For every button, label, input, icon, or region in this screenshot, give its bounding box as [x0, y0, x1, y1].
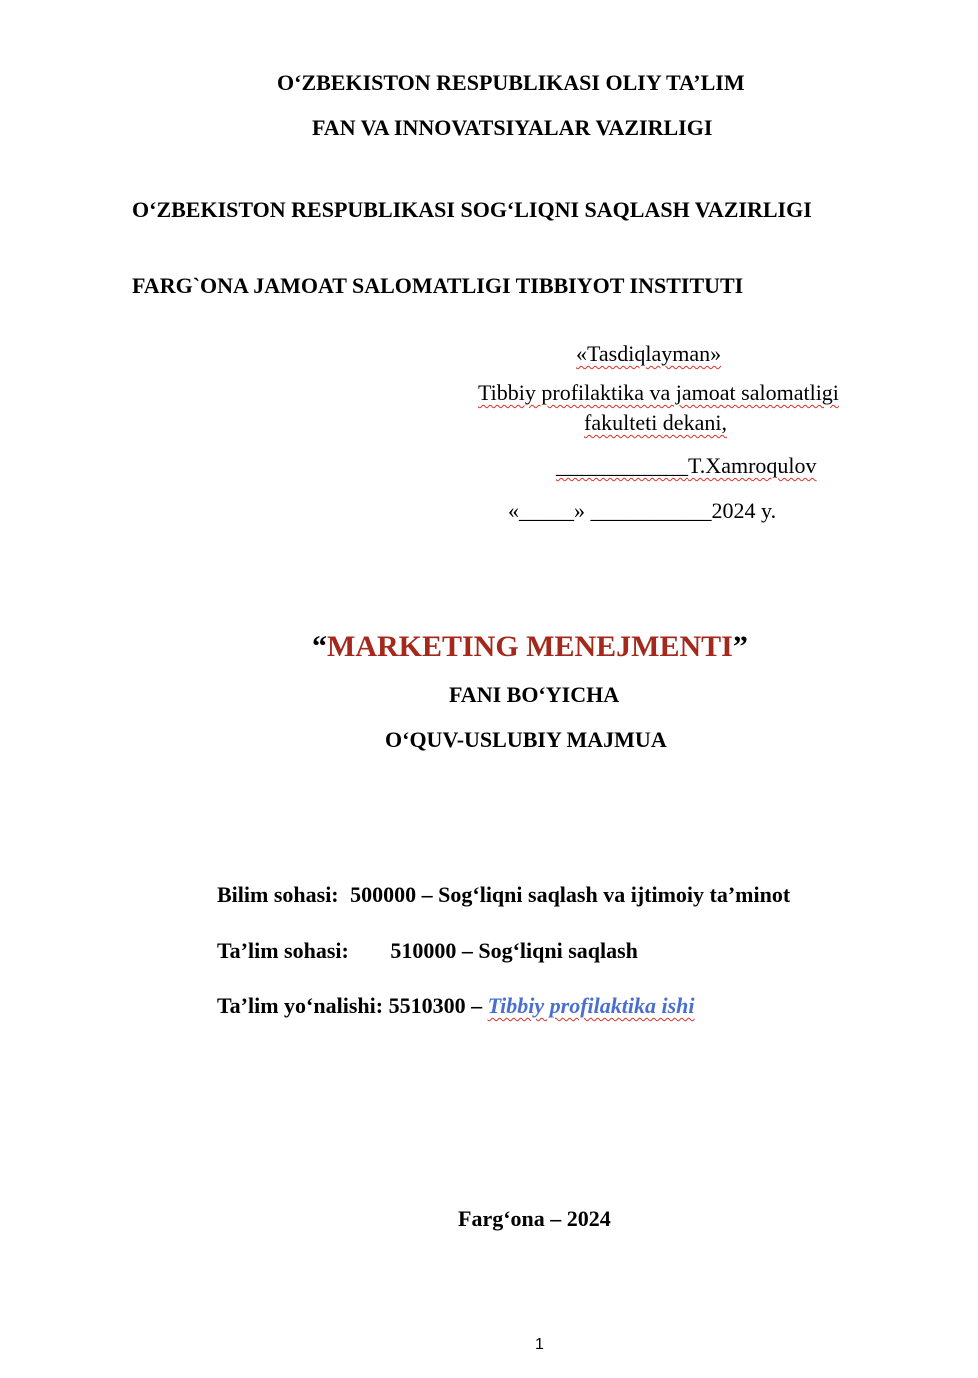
- bilim-value: 500000 – Sog‘liqni saqlash va ijtimoiy ta’minot: [350, 882, 791, 907]
- title-subtitle-1: FANI BO‘YICHA: [449, 682, 620, 707]
- field-bilim-sohasi: [217, 882, 790, 908]
- title-subtitle-2: O‘QUV-USLUBIY MAJMUA: [385, 727, 667, 752]
- talim-label: Ta’lim sohasi:: [217, 938, 349, 963]
- approval-date-line: «_____» ___________2024 y.: [508, 498, 777, 523]
- approval-heading: «Tasdiqlayman»: [576, 341, 722, 366]
- institute-name: FARG`ONA JAMOAT SALOMATLIGI TIBBIYOT INSTITUTI: [132, 273, 744, 298]
- signature-line: [556, 453, 817, 479]
- yonalish-value[interactable]: Tibbiy profilaktika ishi: [487, 993, 695, 1018]
- field-talim-yonalishi: [217, 993, 695, 1019]
- talim-value: 510000 – Sog‘liqni saqlash: [390, 938, 638, 963]
- quote-close: ”: [732, 630, 748, 663]
- signatory-name: T.Xamroqulov: [688, 453, 817, 478]
- bilim-label: Bilim sohasi:: [217, 882, 339, 907]
- approval-role-line-2: fakulteti dekani,: [584, 410, 727, 435]
- course-name: MARKETING MENEJMENTI: [327, 630, 733, 663]
- yonalish-label: Ta’lim yo‘nalishi:: [217, 993, 384, 1018]
- quote-open: “: [312, 630, 327, 663]
- yonalish-code: 5510300 –: [388, 993, 483, 1018]
- health-ministry: O‘ZBEKISTON RESPUBLIKASI SOG‘LIQNI SAQLASH VAZIRLIGI: [132, 197, 812, 222]
- page-number: 1: [535, 1336, 544, 1353]
- approval-role-line-1: Tibbiy profilaktika va jamoat salomatligi: [478, 380, 839, 405]
- field-talim-sohasi: [217, 938, 638, 964]
- signature-blank: ____________: [556, 453, 688, 478]
- city-year: Farg‘ona – 2024: [458, 1206, 611, 1231]
- ministry-line-2: FAN VA INNOVATSIYALAR VAZIRLIGI: [312, 115, 713, 140]
- course-title: [312, 630, 748, 664]
- ministry-line-1: O‘ZBEKISTON RESPUBLIKASI OLIY TA’LIM: [277, 70, 745, 95]
